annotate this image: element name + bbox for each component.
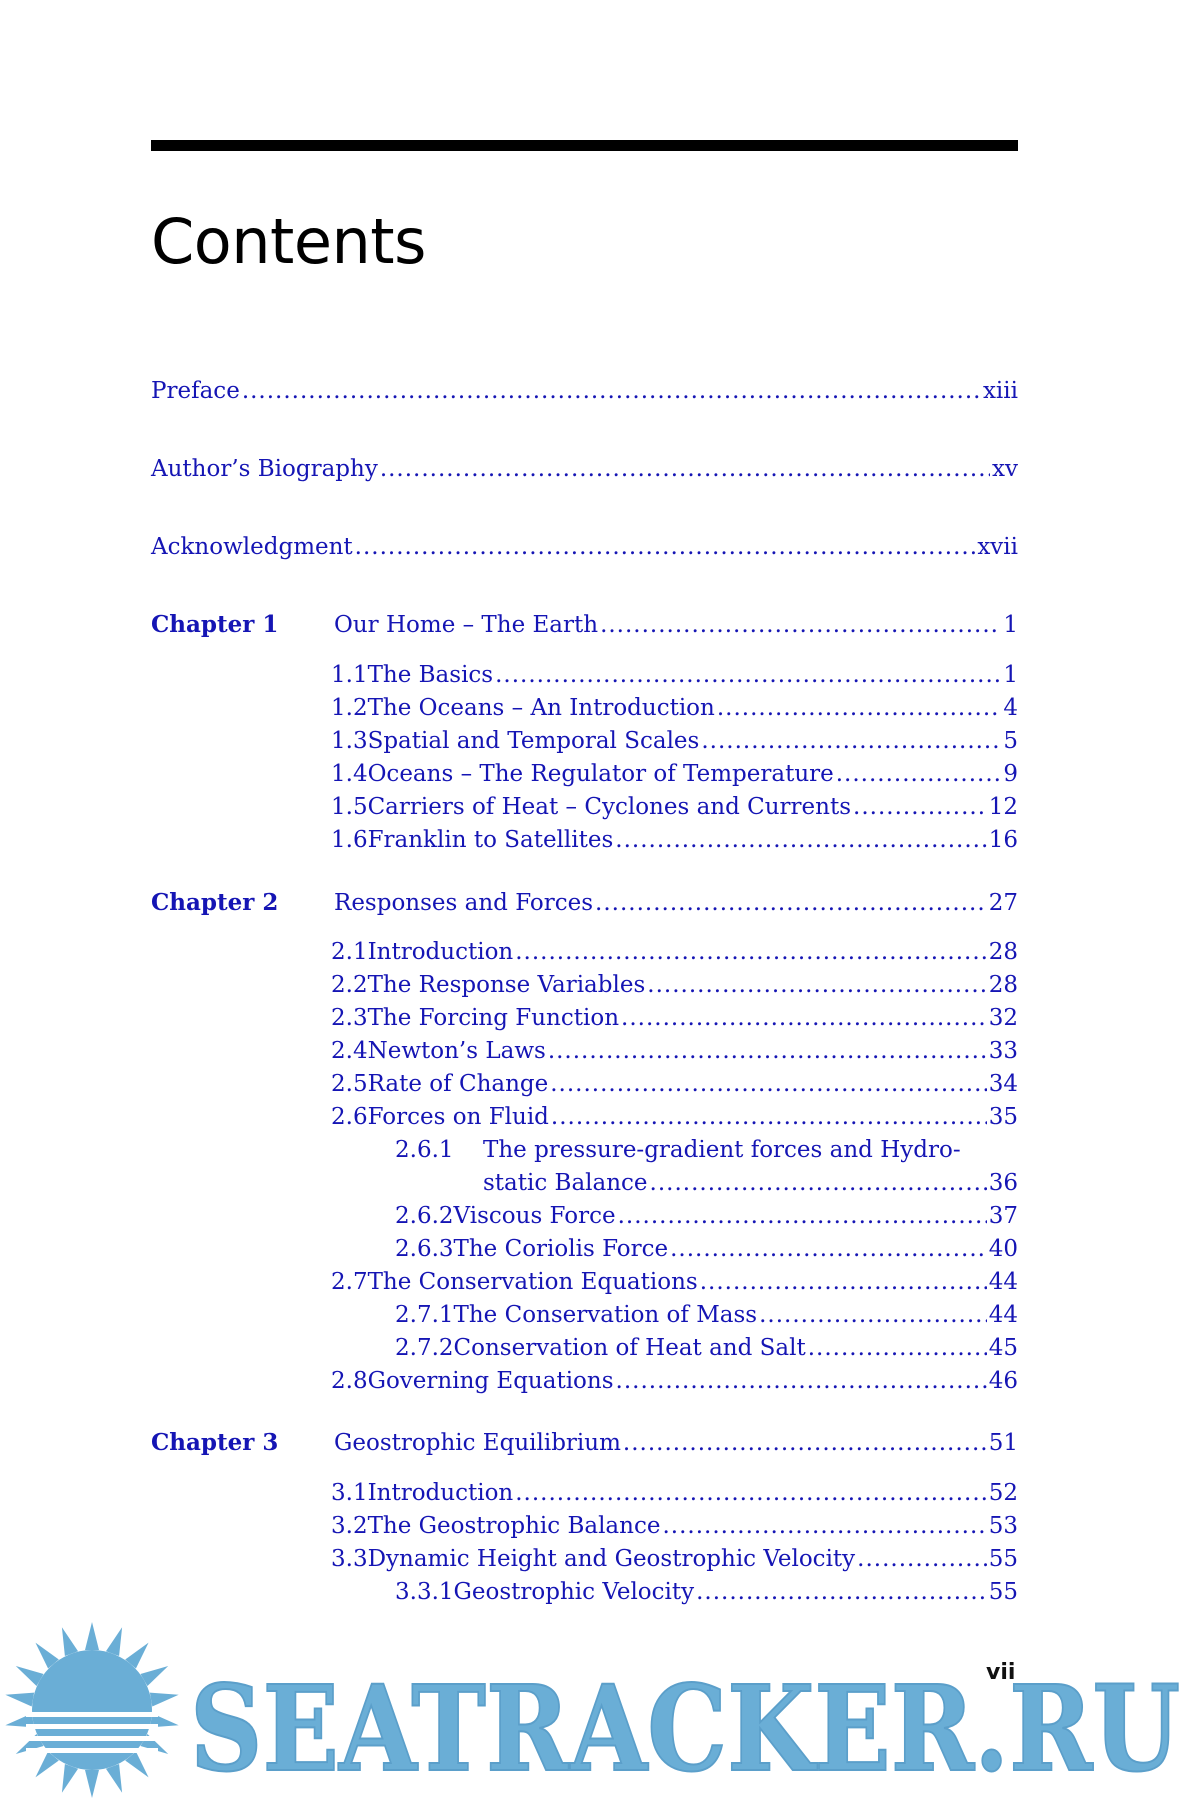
toc-entry-page: 44 xyxy=(988,1269,1018,1295)
chapter-label: Chapter 3 xyxy=(151,1429,279,1456)
leader-dots xyxy=(550,1069,986,1099)
leader-dots xyxy=(551,1102,987,1132)
toc-entry-title: Geostrophic Velocity xyxy=(453,1579,695,1605)
toc-entry-title: Carriers of Heat – Cyclones and Currents xyxy=(367,794,852,820)
toc-section[interactable] xyxy=(331,726,1018,756)
toc-entry-page: 5 xyxy=(1003,728,1018,754)
section-number: 2.6 xyxy=(331,1104,368,1130)
toc-entry-page: 51 xyxy=(988,1430,1018,1456)
toc-entry-title: Forces on Fluid xyxy=(367,1104,549,1130)
toc-entry-page: xiii xyxy=(982,378,1018,404)
toc-chapter-3[interactable] xyxy=(151,1428,1018,1458)
toc-entry-page: 53 xyxy=(988,1513,1018,1539)
leader-dots xyxy=(696,1577,987,1607)
top-rule xyxy=(151,140,1018,151)
toc-section[interactable] xyxy=(331,1478,1018,1508)
watermark-text: SEATRACKER.RU xyxy=(190,1659,1180,1798)
toc-entry-title: The Forcing Function xyxy=(367,1005,620,1031)
section-number: 3.3 xyxy=(331,1546,368,1572)
toc-entry-page: 37 xyxy=(988,1203,1018,1229)
toc-entry-title: Geostrophic Equilibrium xyxy=(334,1430,621,1456)
toc-chapter-2[interactable] xyxy=(151,888,1018,918)
sun-icon xyxy=(4,1622,180,1798)
leader-dots xyxy=(857,1544,987,1574)
toc-entry-title: Conservation of Heat and Salt xyxy=(453,1335,806,1361)
toc-entry-page: 55 xyxy=(988,1579,1018,1605)
section-number: 2.6.1 xyxy=(395,1137,454,1163)
toc-subsection[interactable] xyxy=(395,1577,1018,1607)
leader-dots xyxy=(380,454,990,484)
toc-section[interactable] xyxy=(331,1069,1018,1099)
section-number: 1.4 xyxy=(331,761,368,787)
toc-entry-page: 44 xyxy=(988,1302,1018,1328)
toc-entry-title: Oceans – The Regulator of Temperature xyxy=(367,761,834,787)
section-number: 2.7.1 xyxy=(395,1302,454,1328)
section-number: 2.6.2 xyxy=(395,1203,454,1229)
toc-entry-title: The Conservation Equations xyxy=(367,1269,698,1295)
toc-section[interactable] xyxy=(331,792,1018,822)
toc-entry-title: Responses and Forces xyxy=(334,890,594,916)
leader-dots xyxy=(618,1201,987,1231)
toc-entry-title: The Basics xyxy=(367,662,494,688)
toc-entry-page: 52 xyxy=(988,1480,1018,1506)
page-title: Contents xyxy=(151,205,426,278)
section-number: 3.1 xyxy=(331,1480,368,1506)
toc-entry-title-line1: The pressure-gradient forces and Hydro- xyxy=(483,1137,961,1163)
toc-entry-title: The Oceans – An Introduction xyxy=(367,695,715,721)
section-number: 2.2 xyxy=(331,972,368,998)
toc-entry-title: Spatial and Temporal Scales xyxy=(367,728,700,754)
toc-entry-title: Introduction xyxy=(367,1480,514,1506)
toc-entry-page: 9 xyxy=(1003,761,1018,787)
toc-section[interactable] xyxy=(331,1366,1018,1396)
leader-dots xyxy=(853,792,987,822)
toc-chapter-1[interactable] xyxy=(151,610,1018,640)
toc-entry-acknowledgment[interactable] xyxy=(151,532,1018,562)
toc-entry-title: Introduction xyxy=(367,939,514,965)
leader-dots xyxy=(242,376,981,406)
toc-entry-title: Preface xyxy=(151,378,240,404)
section-number: 1.3 xyxy=(331,728,368,754)
leader-dots xyxy=(808,1333,987,1363)
section-number: 1.1 xyxy=(331,662,368,688)
section-number: 2.1 xyxy=(331,939,368,965)
toc-subsection[interactable] xyxy=(395,1234,1018,1264)
toc-entry-page: xvii xyxy=(977,534,1018,560)
section-number: 2.8 xyxy=(331,1368,368,1394)
toc-subsection[interactable] xyxy=(395,1333,1018,1363)
toc-entry-title: Franklin to Satellites xyxy=(367,827,614,853)
leader-dots xyxy=(623,1428,987,1458)
toc-entry-title: Newton’s Laws xyxy=(367,1038,546,1064)
toc-entry-author-biography[interactable] xyxy=(151,454,1018,484)
chapter-label: Chapter 1 xyxy=(151,611,279,638)
toc-entry-page: 35 xyxy=(988,1104,1018,1130)
toc-entry-title: The Geostrophic Balance xyxy=(367,1513,661,1539)
toc-entry-page: 28 xyxy=(988,939,1018,965)
leader-dots xyxy=(616,1366,987,1396)
toc-entry-title: Dynamic Height and Geostrophic Velocity xyxy=(367,1546,856,1572)
leader-dots xyxy=(548,1036,987,1066)
leader-dots xyxy=(662,1511,986,1541)
toc-entry-preface[interactable] xyxy=(151,376,1018,406)
toc-subsection-wrapped-line2[interactable] xyxy=(483,1168,1018,1198)
toc-entry-page: 34 xyxy=(988,1071,1018,1097)
page-number: vii xyxy=(986,1660,1016,1685)
section-number: 2.7 xyxy=(331,1269,368,1295)
toc-entry-page: 12 xyxy=(988,794,1018,820)
toc-section[interactable] xyxy=(331,825,1018,855)
section-number: 2.7.2 xyxy=(395,1335,454,1361)
toc-entry-page: xv xyxy=(992,456,1018,482)
leader-dots xyxy=(515,1478,986,1508)
toc-entry-page: 16 xyxy=(988,827,1018,853)
toc-section[interactable] xyxy=(331,1511,1018,1541)
leader-dots xyxy=(647,970,986,1000)
toc-section[interactable] xyxy=(331,660,1018,690)
toc-subsection[interactable] xyxy=(395,1201,1018,1231)
section-number: 2.3 xyxy=(331,1005,368,1031)
section-number: 2.6.3 xyxy=(395,1236,454,1262)
toc-section[interactable] xyxy=(331,1267,1018,1297)
toc-section[interactable] xyxy=(331,759,1018,789)
section-number: 1.5 xyxy=(331,794,368,820)
chapter-label: Chapter 2 xyxy=(151,889,279,916)
toc-section[interactable] xyxy=(331,1036,1018,1066)
leader-dots xyxy=(515,937,986,967)
toc-entry-page: 33 xyxy=(988,1038,1018,1064)
toc-entry-page: 27 xyxy=(988,890,1018,916)
leader-dots xyxy=(759,1300,987,1330)
toc-entry-page: 36 xyxy=(988,1170,1018,1196)
toc-section[interactable] xyxy=(331,937,1018,967)
section-number: 3.3.1 xyxy=(395,1579,454,1605)
section-number: 3.2 xyxy=(331,1513,368,1539)
toc-entry-page: 40 xyxy=(988,1236,1018,1262)
section-number: 2.5 xyxy=(331,1071,368,1097)
toc-entry-page: 46 xyxy=(988,1368,1018,1394)
toc-entry-page: 1 xyxy=(1003,662,1018,688)
leader-dots xyxy=(621,1003,987,1033)
toc-subsection[interactable] xyxy=(395,1300,1018,1330)
leader-dots xyxy=(670,1234,987,1264)
leader-dots xyxy=(836,759,1002,789)
leader-dots xyxy=(717,693,1002,723)
toc-entry-page: 45 xyxy=(988,1335,1018,1361)
toc-entry-title: Rate of Change xyxy=(367,1071,549,1097)
toc-section[interactable] xyxy=(331,693,1018,723)
toc-entry-page: 1 xyxy=(1003,612,1018,638)
toc-entry-title: static Balance xyxy=(483,1170,648,1196)
toc-entry-page: 32 xyxy=(988,1005,1018,1031)
leader-dots xyxy=(600,610,1001,640)
toc-entry-title: Governing Equations xyxy=(367,1368,614,1394)
watermark xyxy=(0,1620,1200,1800)
section-number: 1.6 xyxy=(331,827,368,853)
toc-entry-title: The Conservation of Mass xyxy=(453,1302,758,1328)
leader-dots xyxy=(615,825,986,855)
leader-dots xyxy=(700,1267,987,1297)
leader-dots xyxy=(595,888,987,918)
toc-section[interactable] xyxy=(331,1102,1018,1132)
toc-entry-title: The Response Variables xyxy=(367,972,646,998)
section-number: 1.2 xyxy=(331,695,368,721)
toc-entry-page: 28 xyxy=(988,972,1018,998)
toc-entry-title: Our Home – The Earth xyxy=(334,612,599,638)
toc-entry-page: 4 xyxy=(1003,695,1018,721)
toc-section[interactable] xyxy=(331,1003,1018,1033)
toc-entry-title: Viscous Force xyxy=(453,1203,616,1229)
toc-entry-title: Author’s Biography xyxy=(151,456,378,482)
leader-dots xyxy=(355,532,976,562)
toc-section[interactable] xyxy=(331,1544,1018,1574)
toc-entry-title: The Coriolis Force xyxy=(453,1236,669,1262)
leader-dots xyxy=(701,726,1001,756)
toc-section[interactable] xyxy=(331,970,1018,1000)
toc-subsection-wrapped[interactable] xyxy=(395,1135,961,1165)
leader-dots xyxy=(495,660,1001,690)
leader-dots xyxy=(650,1168,987,1198)
section-number: 2.4 xyxy=(331,1038,368,1064)
toc-entry-page: 55 xyxy=(988,1546,1018,1572)
toc-entry-title: Acknowledgment xyxy=(151,534,353,560)
